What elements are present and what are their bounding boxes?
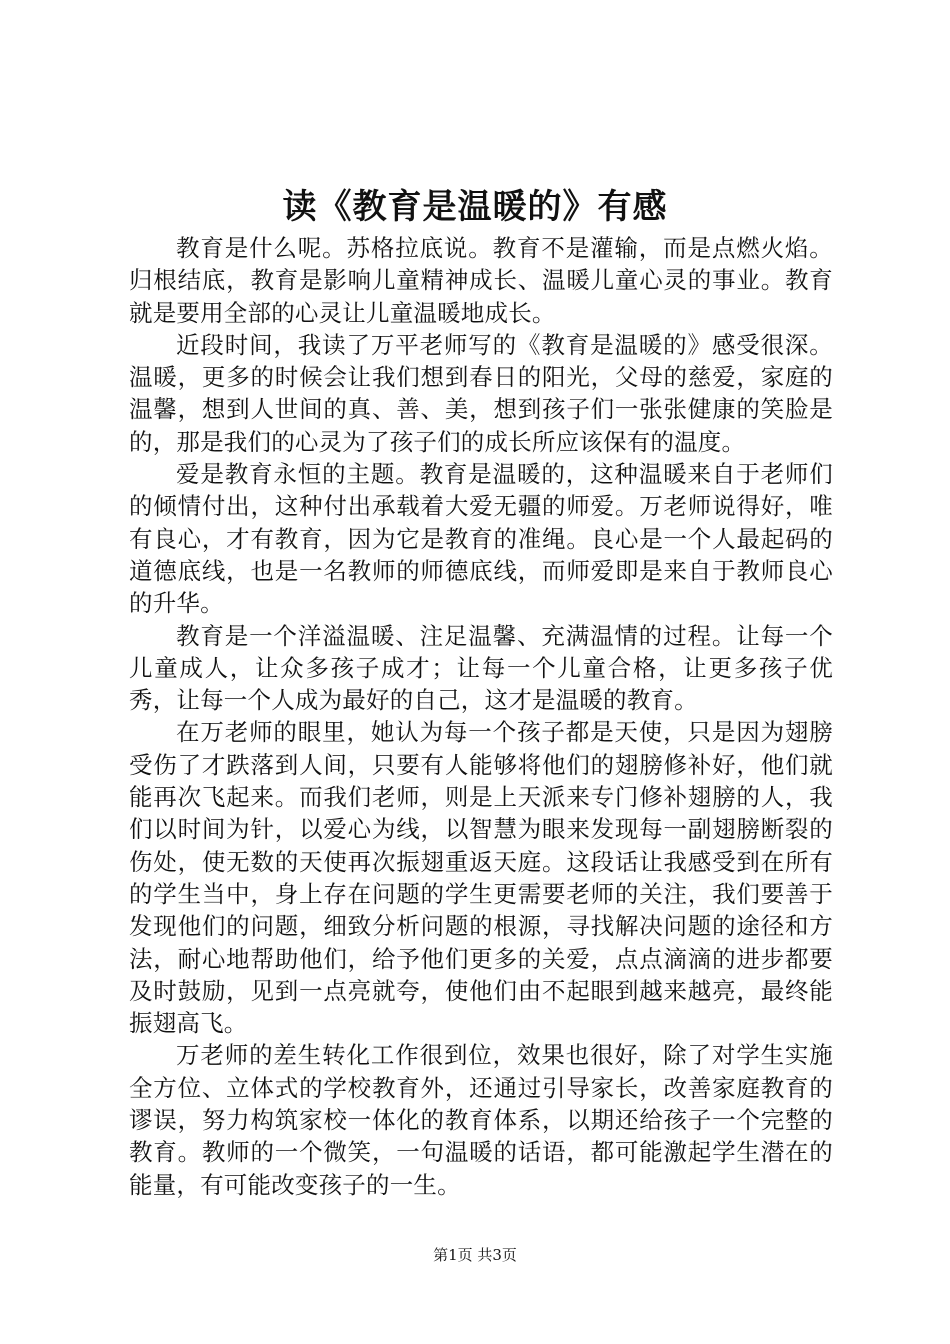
page-footer: 第1页 共3页	[433, 1246, 517, 1264]
paragraph-6: 万老师的差生转化工作很到位，效果也很好，除了对学生实施全方位、立体式的学校教育外，还通过引导家长，改善家庭教育的谬误，努力构筑家校一体化的教育体系，以期还给孩子一个完整的教育。教师的一个微笑，一句温暖的话语，都可能激起学生潜在的能量，有可能改变孩子的一生。	[129, 1041, 833, 1199]
document-title: 读《教育是温暖的》有感	[282, 187, 668, 227]
paragraph-5: 在万老师的眼里，她认为每一个孩子都是天使，只是因为翅膀受伤了才跌落到人间，只要有人能够将他们的翅膀修补好，他们就能再次飞起来。而我们老师，则是上天派来专门修补翅膀的人，我们以时间为针，以爱心为线，以智慧为眼来发现每一副翅膀断裂的伤处，使无数的天使再次振翅重返天庭。这段话让我感受到在所有的学生当中，身上存在问题的学生更需要老师的关注，我们要善于发现他们的问题，细致分析问题的根源，寻找解决问题的途径和方法，耐心地帮助他们，给予他们更多的关爱，点点滴滴的进步都要及时鼓励，见到一点亮就夸，使他们由不起眼到越来越亮，最终能振翅高飞。	[129, 718, 833, 1038]
paragraph-3: 爱是教育永恒的主题。教育是温暖的，这种温暖来自于老师们的倾情付出，这种付出承载着大爱无疆的师爱。万老师说得好，唯有良心，才有教育，因为它是教育的准绳。良心是一个人最起码的道德底线，也是一名教师的师德底线，而师爱即是来自于教师良心的升华。	[129, 460, 833, 618]
paragraph-4: 教育是一个洋溢温暖、注足温馨、充满温情的过程。让每一个儿童成人，让众多孩子成才；让每一个儿童合格，让更多孩子优秀，让每一个人成为最好的自己，这才是温暖的教育。	[129, 621, 833, 715]
paragraph-1: 教育是什么呢。苏格拉底说。教育不是灌输，而是点燃火焰。归根结底，教育是影响儿童精神成长、温暖儿童心灵的事业。教育就是要用全部的心灵让儿童温暖地成长。	[129, 234, 833, 327]
document-body	[129, 232, 833, 1201]
paragraph-2: 近段时间，我读了万平老师写的《教育是温暖的》感受很深。温暖，更多的时候会让我们想到春日的阳光，父母的慈爱，家庭的温馨，想到人世间的真、善、美，想到孩子们一张张健康的笑脸是的，那是我们的心灵为了孩子们的成长所应该保有的温度。	[129, 330, 833, 456]
